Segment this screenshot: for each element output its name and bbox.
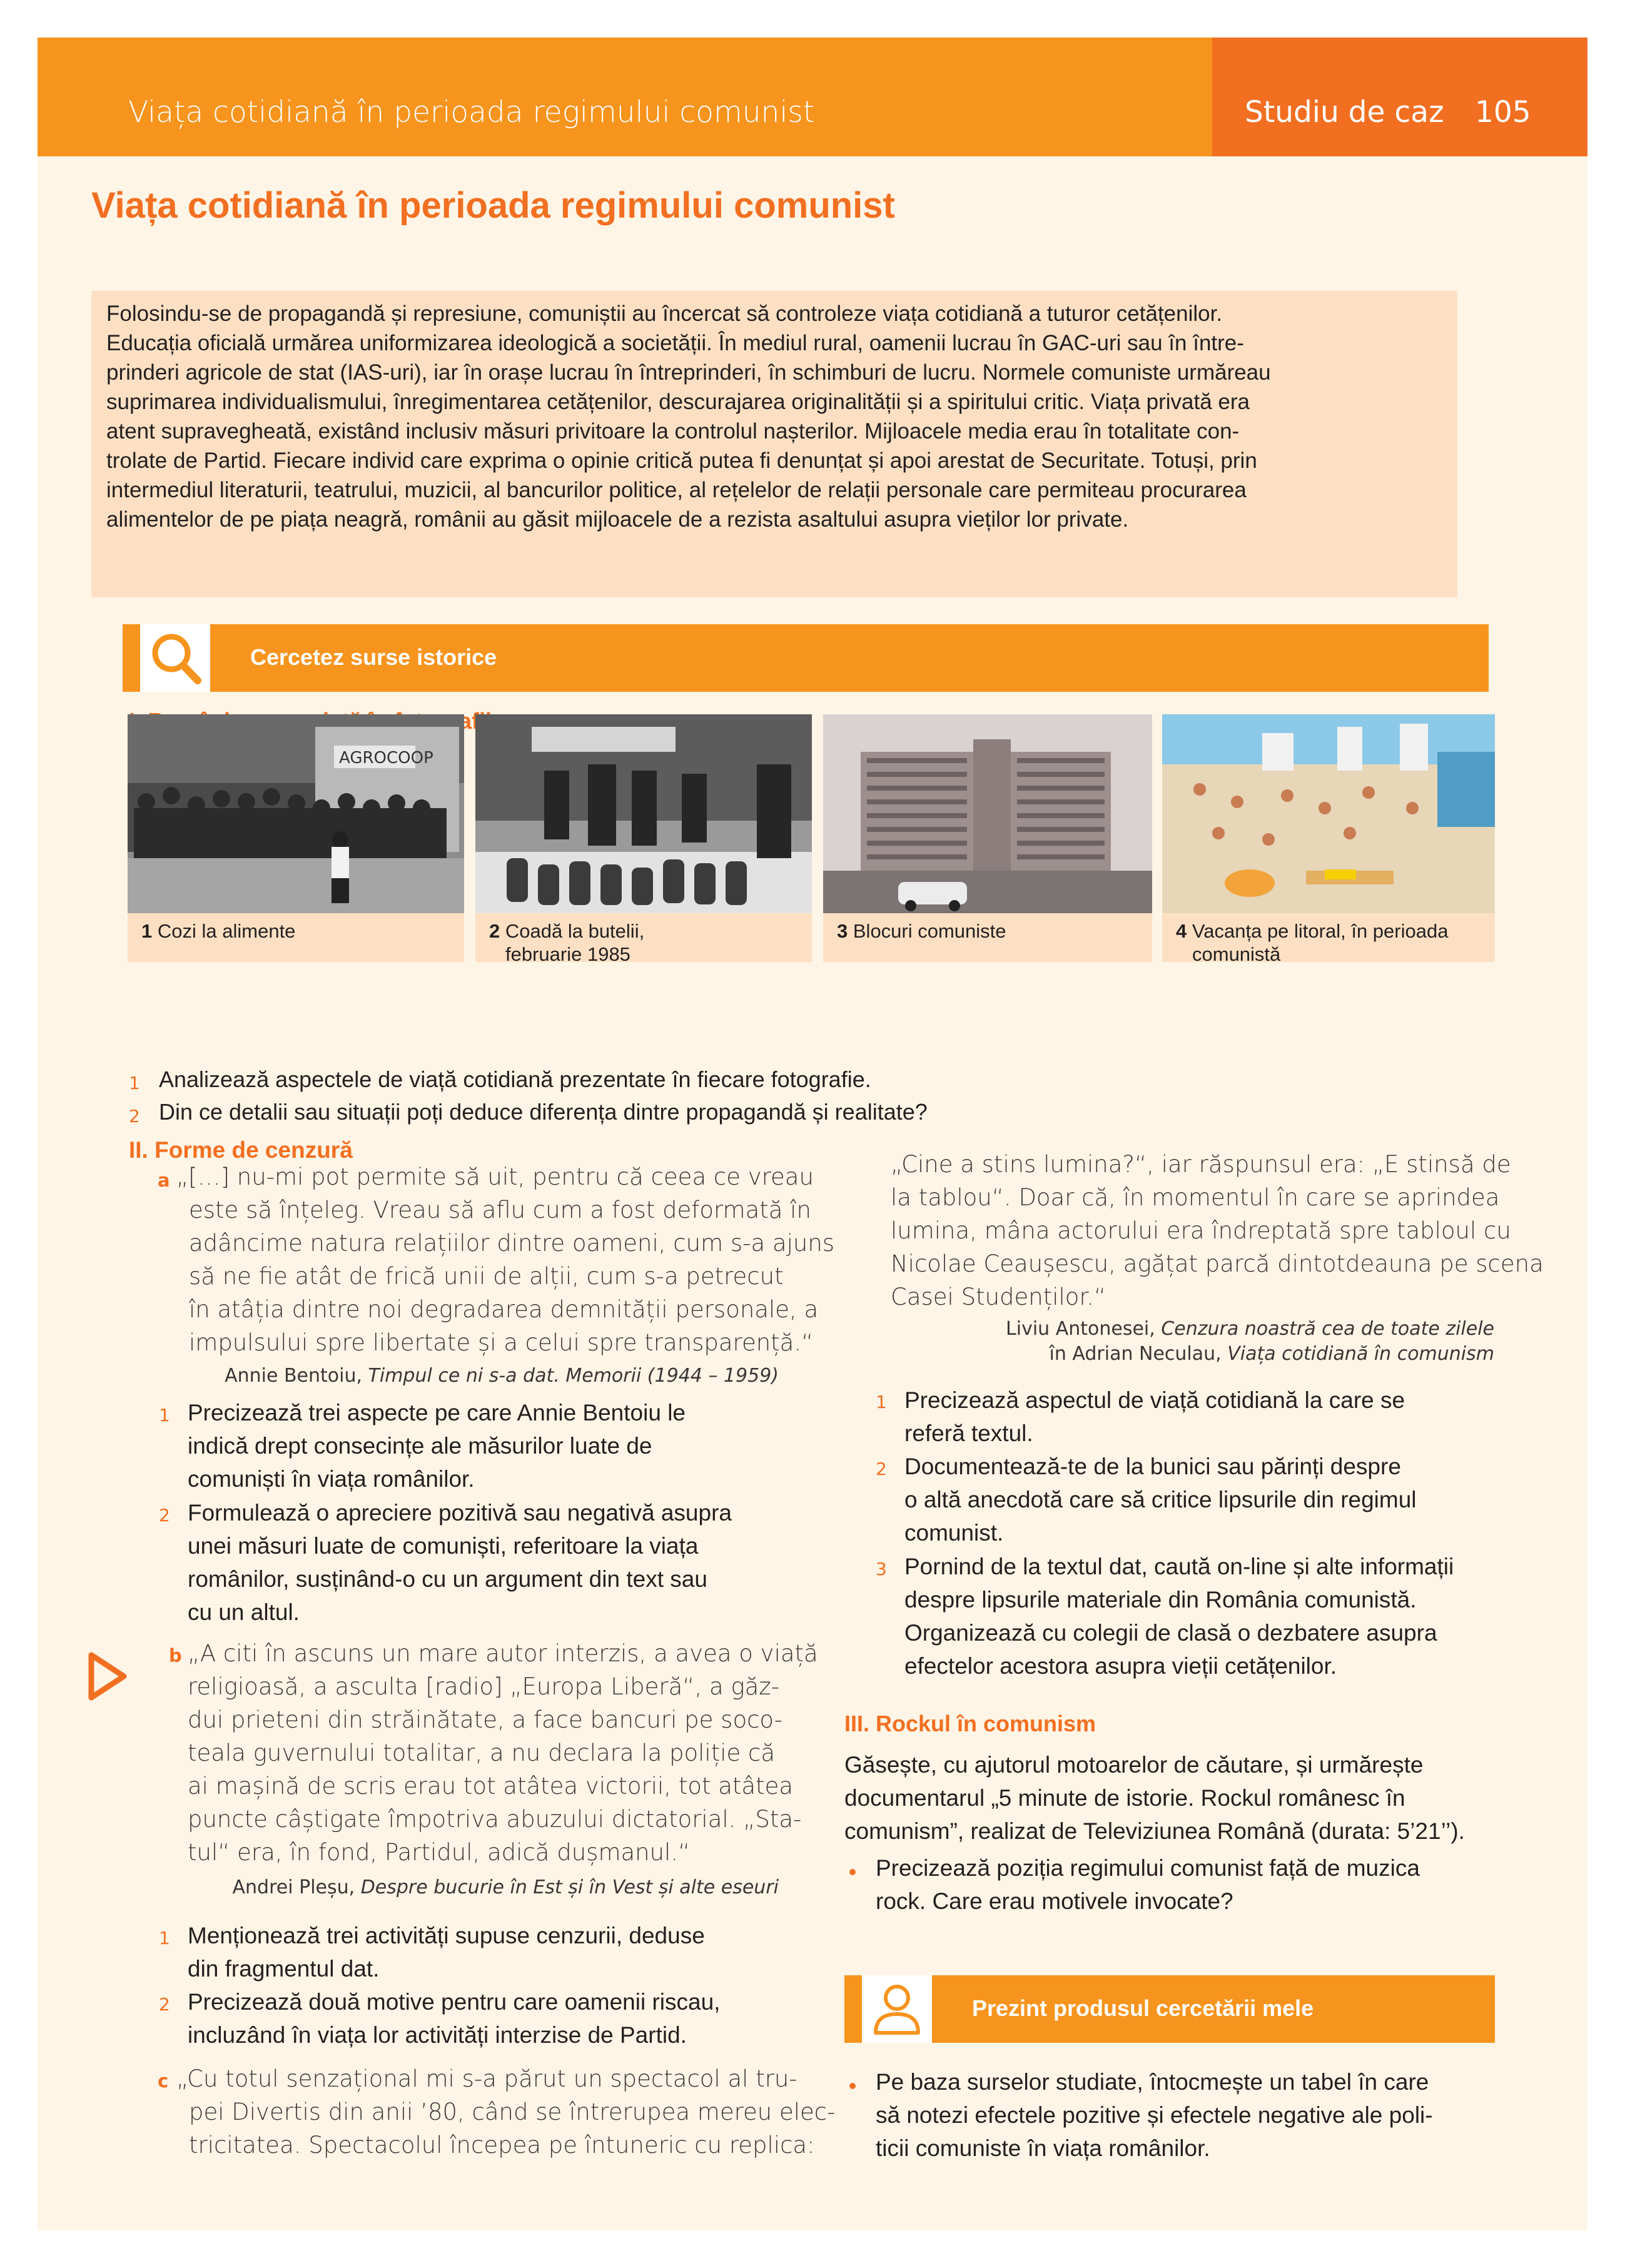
intro-line: suprimarea individualismului, înregimentarea cetățenilor, descurajarea originalității și a spiritului critic. Viața privată era: [106, 390, 1250, 414]
present-icon-box: [844, 1975, 932, 2043]
citation-work: Timpul ce ni s-a dat. Memorii (1944 – 1959): [368, 1365, 779, 1387]
intro-line: Folosindu-se de propagandă și represiune, comuniștii au încercat să controleze viața cotidiană a tuturor cetățenilor.: [106, 301, 1223, 326]
question-text: [188, 1985, 720, 2052]
question-line: referă textul.: [904, 1420, 1033, 1446]
play-arrow-icon[interactable]: [88, 1651, 128, 1701]
question-line: românilor, susținând-o cu un argument din text sau: [188, 1566, 707, 1592]
question-text: Analizează aspectele de viață cotidiană prezentate în fiecare fotografie.: [159, 1066, 871, 1092]
question-text: [188, 1396, 686, 1496]
question-text: [904, 1384, 1405, 1450]
question-line: o altă anecdotă care să critice lipsurile din regimul: [904, 1487, 1417, 1512]
research-bar-label: Cercetez surse istorice: [250, 644, 497, 670]
source-line: tricitatea. Spectacolul începea pe întuneric cu replica:: [189, 2132, 815, 2159]
question-line: efectelor acestora asupra vieții cetățenilor.: [904, 1653, 1337, 1679]
question-line: indică drept consecințe ale măsurilor luate de: [188, 1433, 652, 1459]
source-line: ai mașină de scris erau tot atâtea victorii, tot atâtea: [188, 1773, 794, 1800]
caption-text: Blocuri comuniste: [853, 920, 1006, 942]
citation-work: Cenzura noastră cea de toate zilele: [1161, 1318, 1494, 1340]
question-line: Documentează-te de la bunici sau părinți despre: [904, 1454, 1401, 1479]
intro-text: [106, 299, 1445, 534]
source-c-text-right: [891, 1148, 1544, 1314]
text-line: ticii comuniste în viața românilor.: [876, 2135, 1210, 2161]
photo-communist-blocks: [823, 714, 1152, 913]
source-line: Casei Studenților.“: [891, 1283, 1106, 1310]
text-line: să notezi efectele pozitive și efectele negative ale poli-: [876, 2102, 1433, 2128]
source-line: puncte câștigate împotriva abuzului dictatorial. „Sta-: [188, 1806, 802, 1833]
caption-number: 3: [837, 920, 848, 942]
source-line: „Cine a stins lumina?“, iar răspunsul era: „E stinsă de: [891, 1151, 1511, 1178]
citation-author: Andrei Pleșu,: [232, 1876, 361, 1898]
question-line: Precizează trei aspecte pe care Annie Bentoiu le: [188, 1400, 686, 1425]
research-icon-box: [123, 624, 210, 692]
question-text: [904, 1550, 1454, 1683]
magnifier-icon: [140, 624, 210, 692]
text-line: Precizează poziția regimului comunist față de muzica: [876, 1855, 1420, 1881]
question-line: unei măsuri luate de comuniști, referitoare la viața: [188, 1533, 699, 1559]
photo-caption-4: [1162, 913, 1495, 965]
intro-line: Educația oficială urmărea uniformizarea ideologică a societății. În mediul rural, oamenii lucrau în GAC-uri sau în între-: [106, 331, 1244, 355]
source-c-text-left: [176, 2062, 836, 2162]
source-line: adâncime natura relațiilor dintre oameni, cum s-a ajuns: [189, 1230, 835, 1257]
page-number: 105: [1475, 95, 1531, 129]
caption-text: comunistă: [1192, 943, 1281, 965]
source-line: este să înțeleg. Vreau să aflu cum a fost deformată în: [189, 1197, 811, 1223]
header-section-label: Studiu de caz: [1245, 95, 1444, 129]
question-number: 1: [876, 1392, 887, 1412]
question-text: [904, 1450, 1417, 1549]
source-line: teala guvernului totalitar, a nu declara la poliție că: [188, 1739, 776, 1766]
text-line: rock. Care erau motivele invocate?: [876, 1888, 1233, 1914]
source-line: „[…] nu-mi pot permite să uit, pentru că ceea ce vreau: [176, 1163, 814, 1190]
source-line: „A citi în ascuns un mare autor interzis, a avea o viață: [188, 1640, 818, 1667]
question-line: despre lipsurile materiale din România comunistă.: [904, 1587, 1417, 1612]
text-line: Găsește, cu ajutorul motoarelor de căutare, și urmărește: [844, 1752, 1424, 1778]
section-3-task: [876, 1851, 1420, 1918]
question-line: Precizează aspectul de viață cotidiană la care se: [904, 1387, 1405, 1413]
question-line: incluzând în viața lor activități interzise de Partid.: [188, 2022, 687, 2048]
caption-number: 4: [1176, 920, 1187, 942]
intro-line: intermediul literaturii, teatrului, muzicii, al bancurilor politice, al rețelelor de relații personale care permiteau procurarea: [106, 478, 1247, 502]
question-line: cu un altul.: [188, 1599, 300, 1625]
source-line: lumina, mâna actorului era îndreptată spre tabloul cu: [891, 1217, 1511, 1244]
source-line: pei Divertis din anii ’80, când se întrerupea mereu elec-: [189, 2098, 836, 2125]
present-bar-label: Prezint produsul cercetării mele: [972, 1995, 1314, 2021]
source-a-citation: [188, 1364, 779, 1389]
question-line: comunist.: [904, 1520, 1004, 1546]
question-text: [188, 1496, 732, 1629]
caption-text: Coadă la butelii,: [505, 920, 645, 942]
question-line: Menționează trei activități supuse cenzurii, deduse: [188, 1923, 705, 1948]
intro-line: trolate de Partid. Fiecare individ care exprima o opinie critică putea fi denunțat și apoi arestat de Securitate. Totuși, prin: [106, 448, 1257, 473]
source-line: „Cu totul senzațional mi s-a părut un spectacol al tru-: [176, 2065, 797, 2092]
citation-work: Viața cotidiană în comunism: [1227, 1343, 1494, 1365]
text-line: documentarul „5 minute de istorie. Rockul românesc în: [844, 1785, 1405, 1811]
section-2-heading: II. Forme de cenzură: [129, 1137, 353, 1163]
final-task: [876, 2065, 1433, 2165]
question-text: [188, 1919, 705, 1985]
question-line: comuniști în viața românilor.: [188, 1466, 475, 1492]
bullet: [849, 1869, 856, 1875]
page-title: Viața cotidiană în perioada regimului comunist: [91, 185, 895, 226]
source-line: la tablou“. Doar că, în momentul în care se aprindea: [891, 1184, 1500, 1211]
source-line: în atâția dintre noi degradarea demnității personale, a: [189, 1296, 819, 1323]
intro-line: prinderi agricole de stat (IAS-uri), iar în orașe lucrau în întreprinderi, în schimburi de lucru. Normele comuniste urmăreau: [106, 360, 1271, 385]
shop-sign: AGROCOOP: [339, 749, 433, 767]
source-b-text: [188, 1637, 818, 1869]
question-number: 3: [876, 1559, 887, 1579]
caption-text: Vacanța pe litoral, în perioada: [1192, 920, 1449, 942]
question-line: Pornind de la textul dat, caută on-line și alte informații: [904, 1554, 1454, 1579]
source-b-citation: [188, 1875, 779, 1900]
source-line: tul“ era, în fond, Partidul, adică dușmanul.“: [188, 1839, 691, 1866]
question-number: 2: [159, 1994, 170, 2015]
question-number: 2: [129, 1106, 140, 1126]
section-3-text: [844, 1748, 1465, 1848]
question-number: 2: [159, 1505, 170, 1526]
source-letter: c: [158, 2070, 169, 2092]
photo-gas-cylinder-queue: [475, 714, 812, 913]
source-a-text: [176, 1160, 834, 1359]
question-number: 1: [159, 1928, 170, 1948]
text-line: Pe baza surselor studiate, întocmește un tabel în care: [876, 2069, 1429, 2095]
photo-caption-2: [475, 913, 812, 965]
citation-author: în Adrian Neculau,: [1049, 1343, 1228, 1365]
source-line: dui prieteni din străinătate, a face bancuri pe soco-: [188, 1706, 783, 1733]
source-line: Nicolae Ceaușescu, agățat parcă dintotdeauna pe scena: [891, 1250, 1544, 1277]
citation-work: Despre bucurie în Est și în Vest și alte eseuri: [360, 1876, 779, 1898]
caption-number: 2: [489, 920, 500, 942]
intro-line: atent supravegheată, existând inclusiv măsuri privitoare la controlul nașterilor. Mijloacele media erau în totalitate con-: [106, 419, 1240, 443]
source-line: religioasă, a asculta [radio] „Europa Liberă“, a găz-: [188, 1673, 780, 1700]
question-text: Din ce detalii sau situații poți deduce diferența dintre propagandă și realitate?: [159, 1099, 928, 1125]
source-letter: a: [158, 1170, 170, 1191]
photo-caption-1: [128, 913, 464, 962]
source-line: impulsului spre libertate și a celui spre transparență.“: [189, 1329, 814, 1356]
question-line: Precizează două motive pentru care oamenii riscau,: [188, 1989, 721, 2015]
caption-number: 1: [141, 920, 153, 942]
page-header: [38, 38, 1587, 156]
bullet: [849, 2083, 856, 2089]
question-number: 1: [159, 1405, 170, 1425]
question-line: din fragmentul dat.: [188, 1956, 380, 1982]
citation-author: Liviu Antonesei,: [1006, 1318, 1162, 1340]
intro-line: alimentelor de pe piața neagră, românii au găsit mijloacele de a rezista asaltului asupra vieților lor private.: [106, 507, 1129, 532]
section-3-heading: III. Rockul în comunism: [844, 1711, 1096, 1736]
photo-caption-3: [823, 913, 1152, 962]
source-c-citation: [891, 1317, 1494, 1367]
citation-author: Annie Bentoiu,: [225, 1365, 368, 1387]
person-icon: [862, 1975, 932, 2043]
question-number: 2: [876, 1459, 887, 1479]
question-line: Formulează o apreciere pozitivă sau negativă asupra: [188, 1500, 732, 1526]
caption-text: februarie 1985: [505, 943, 630, 965]
photo-seaside-vacation: [1162, 714, 1495, 913]
source-letter: b: [169, 1645, 182, 1666]
header-chapter-title: Viața cotidiană în perioada regimului comunist: [128, 95, 815, 129]
question-line: Organizează cu colegii de clasă o dezbatere asupra: [904, 1620, 1437, 1646]
source-line: să ne fie atât de frică unii de alții, cum s-a petrecut: [189, 1263, 784, 1290]
question-number: 1: [129, 1073, 140, 1093]
caption-text: Cozi la alimente: [157, 920, 296, 942]
text-line: comunism”, realizat de Televiziunea Română (durata: 5’21’’).: [844, 1818, 1465, 1844]
photo-food-queue: [128, 714, 464, 913]
